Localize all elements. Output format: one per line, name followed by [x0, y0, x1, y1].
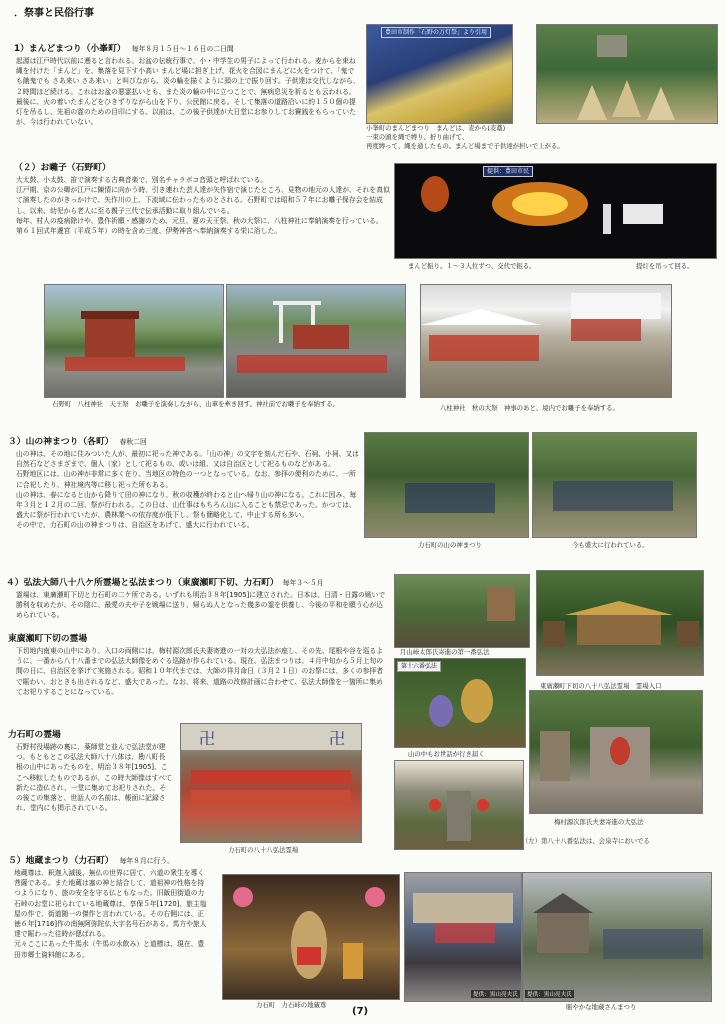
s5-photo3 — [394, 658, 526, 748]
festival-crowd-illustration — [405, 873, 521, 1001]
s1-photo3-caption: まんど振り。１～３人位ずつ、交代で振る。 — [408, 262, 536, 270]
s5-photo2-caption: 東廣瀬町下切の八十八弘法霊場 霊場入口 — [540, 682, 662, 690]
s5-photo1-caption: 月山峠太郎氏寄進の第一番弘法 — [400, 648, 490, 656]
s3-heading: ３）山の神まつり（各町） 春秋二回 — [8, 437, 147, 447]
s7-heading: ５）地蔵まつり（力石町） 毎年８月に行う。 — [8, 856, 174, 866]
s1-photo1-caption: 小峯町のまんどまつり まんどは、麦から(麦藁) 一束の頭を縄で縛り、折り曲げて、 再度縛って、縄を通したもの。まんど場まで子供達が担いで上がる。 — [366, 124, 564, 150]
bullet-icon: ． — [14, 8, 24, 19]
s2-photo2 — [226, 284, 406, 398]
temple-entrance-illustration — [537, 571, 703, 675]
s7-photo1-caption: 力石町 力石峠の地蔵尊 — [256, 1001, 327, 1009]
s5-photo5-caption: 梅村源次郎氏夫妻寄進の大弘法 — [554, 818, 644, 826]
s6-heading: 力石町の霊場 — [8, 730, 61, 740]
svg-text:卍: 卍 — [329, 729, 346, 748]
jizo-festival-illustration — [523, 873, 711, 1001]
s6-photo — [180, 723, 362, 843]
s4-heading: ４）弘法大師八十八ケ所霊場と弘法まつり（東廣瀬町下切、力石町） 毎年３～５月 — [6, 578, 324, 588]
s5-photo5 — [529, 690, 703, 814]
tent-performers-illustration — [421, 285, 671, 397]
altar-offerings-illustration — [395, 761, 523, 849]
s1-photo3-tag: 提供：豊田市民 — [483, 166, 533, 177]
s7-photo3-credit: 提供：黒山亮夫氏 — [527, 992, 572, 998]
s3-photo2 — [532, 432, 697, 538]
s2-photo1 — [44, 284, 224, 398]
s7-photo1 — [222, 874, 400, 1000]
s6-photo4 — [394, 760, 524, 850]
fire-ring-illustration — [395, 164, 716, 258]
svg-text:卍: 卍 — [199, 729, 216, 748]
small-shrine-illustration — [395, 575, 529, 647]
forest-gathering-illustration — [533, 433, 696, 537]
s5-photo2 — [536, 570, 704, 676]
s3-caption-right: 今も盛大に行われている。 — [572, 541, 649, 549]
mando-bundles-illustration — [537, 25, 717, 123]
s5-photo1 — [394, 574, 530, 648]
s2-caption-left: 石野町 八柱神社 天王祭 お囃子を演奏しながら、山車を牽き回す。神社前でお囃子を奉納する。 — [52, 400, 340, 408]
page-title: 祭事と民俗行事 — [24, 8, 94, 19]
s1-photo4-caption: 提灯を吊って回る。 — [636, 262, 694, 270]
shrine-statues-illustration — [530, 691, 702, 813]
s3-caption-left: 力石町の山の神まつり — [418, 541, 482, 549]
s6-photo-caption: 力石町の八十八弘法霊場 — [228, 846, 299, 854]
s3-photo1 — [364, 432, 529, 538]
s6-body: 石野村役場跡の裏に、薬師堂と並んで弘法堂が建つ。もともとこの弘法大師八十八体は、勘八町長根の山中にあったものを、明治３８年[1905]、ここへ移転したものであるが、この時大師像はすべて新たに造仏され、一堂に集めてお祀りされた。その後この集落と、世話人の名前は、帳面に記録され、堂内にも掲示されている。 — [16, 743, 172, 813]
stone-buddha-illustration — [395, 659, 525, 747]
s6-photo4-caption: （左）第八十八番弘法は、会泉寺においでる — [522, 837, 650, 845]
s1-photo2 — [536, 24, 718, 124]
buddha-statues-rows-illustration — [181, 724, 361, 842]
s2-body: 大太鼓、小太鼓、笛で演奏する古典音楽で、別名チャラボコ音頭と呼ばれている。 江戸期、京の公卿が江戸に陳情に向かう時、引き連れた芸人達が矢作宿で演じたところ、見物の地元の人達が、それを真似て演奏したのがきっかけで、矢作川の上、下流域に伝わったものとされる。石野町では昭和５７年にお囃子保存会を結成し、以来、幼児から老人に至る親子三代で伝承活動に取り組んでいる。 毎年、村人の疫病除けや、豊作祈願・感謝のため、元旦、夏の天王祭、秋の大祭に、八柱神社に奉納演奏を行っている。 第６１回式年遷宮（平成５年）の時を含め三度、伊勢神宮へ奉納演奏する栄に浴した。 — [16, 176, 390, 236]
jizo-statue-illustration — [223, 875, 399, 999]
s3-body: 山の神は、その地に住みついた人が、最初に祀った神である。「山の神」の文字を刻んだ石や、石祠、小祠、又は自然石などさまざまで、個人（家）として祀るもの、或いは組、又は自治区として祀るものなどがある。 石野地区には、山の神が非常に多く在り、当地区の特色の一つとなっている。なお、参拝の便利のために、一所に合祀したり、神社境内等に移し祀った所もある。 山の神は、春になると山から降りて田の神になり、秋の収穫が終わると山へ帰り山の神になる。これに因み、毎年３月と１２月の二回、祭が行われる。この日は、山仕事はもちろん山に入ることも禁忌であった。かつては、盛大に祭が行われていたが、農林業への依存度が低下し、祭も簡略化して、中止する所も多い。 その中で、力石町の山の神まつりは、自治区をあげて、盛大に行われている。 — [16, 450, 359, 530]
s7-photo3-caption: 賑やかな地蔵さんまつり — [566, 1003, 637, 1011]
section-title — [14, 8, 94, 19]
s5-photo3-caption: 山の中もお世話が行き届く — [408, 750, 485, 758]
s5-photo3-tag: 第十六番弘法 — [397, 661, 441, 672]
forest-gathering-illustration — [365, 433, 528, 537]
s1-photo1 — [366, 24, 513, 124]
s7-photo3 — [522, 872, 712, 1002]
s7-photo2-credit: 提供：黒山亮夫氏 — [473, 992, 518, 998]
shrine-gate-illustration — [227, 285, 405, 397]
s7-photo2 — [404, 872, 522, 1002]
s2-caption-right: 八柱神社 秋の大祭 神事のあと、境内でお囃子を奉納する。 — [440, 404, 619, 412]
s2-photo3 — [420, 284, 672, 398]
festival-float-illustration — [45, 285, 223, 397]
page-number: (7) — [352, 1006, 369, 1017]
s2-heading: （２）お囃子（石野町） — [14, 163, 111, 173]
s1-heading: 1）まんどまつり（小峯町） 毎年８月１５日～１６日の二日間 — [14, 44, 234, 54]
s1-body: 起源は江戸時代以前に遡ると言われる。お盆の伝統行事で、小・中学生の男子によって行われる。麦からを束ね縄を付けた「まんど」を、集落を見下す小高い まんど場に担ぎ上げ、花火を合図にまんどに火をつけて、「鬼でも餓鬼でも さあ来い さあ来い」と叫びながら、炎の輪を描くように頭の上で振り回す。子供達は交代しながら、２時間ほど続ける。これはお盆の悪霊払いとも、また炎の輪の中に立つことで、無病息災を祈るとも云われる。最後に、火の着いたまんどをひきずりながら山を下り、公民館に戻る。そして集落の道路沿いに約１５０個の提灯を吊るし、先祖の霊のための目印にする。以前は、この後子供達が大日堂にお参りしてお賽銭をもらっていたが、今は行われていない。 — [16, 57, 360, 127]
s5-body: 下切地内南東の山中にあり、入口の両側には、梅村源次郎氏夫妻寄進の一対の大弘法が座し、その先、尾根や谷を巡るように、一番から八十八番までの弘法大師像をめぐる巡路が作られている。現在、弘法まつりは、４月中旬から５月上旬の間の日に、自治区を挙げて実施される。昭和１０年代までは、大師の祥月命日（３月２１日）のお祭には、多くの参拝者で賑わい、おときも出されるなど、盛大であった。なお、将来、道路の改修計画に合わせて、弘法大師像を一箇所に集めてお祀りすることになっている。 — [16, 647, 384, 696]
s1-photo1-tag: 豊田市制作「石野の万灯祭」より引用 — [381, 27, 491, 38]
s5-heading: 東廣瀬町下切の霊場 — [8, 634, 88, 644]
s4-body: 霊場は、東廣瀬町下切と力石町の二ケ所である。いずれも明治３８年[1905]に建立された。日本は、日清・日露の戦いで勝利を収めたが、その陰に、最愛の夫や子を戦場に送り、帰らぬ人となった幾多の霊を供養し、今後の平和を願う心が込められている。 — [16, 591, 386, 620]
s7-body: 地蔵尊は、釈迦入滅後、無仏の世界に居て、六道の衆生を導く菩薩である。また地蔵は塞の神と結合して、道祖神の性格を持つようになり、旅の安全を守る仏ともなった。旧飯田街道の力石峠のお堂に祀られている地蔵尊は、享保５年[1720]、旅主塩屋の作で、街道随一の傑作と言われている。その右側には、正徳６年[1716]作の南無阿弥陀仏大字名号石がある。馬方や旅人達で賑わった往時が偲ばれる。 元々ここにあった牛馬水（牛馬の水飲み）と道標は、現在、豊田市郷土資料館にある。 — [14, 869, 207, 959]
s1-photo3 — [394, 163, 717, 259]
